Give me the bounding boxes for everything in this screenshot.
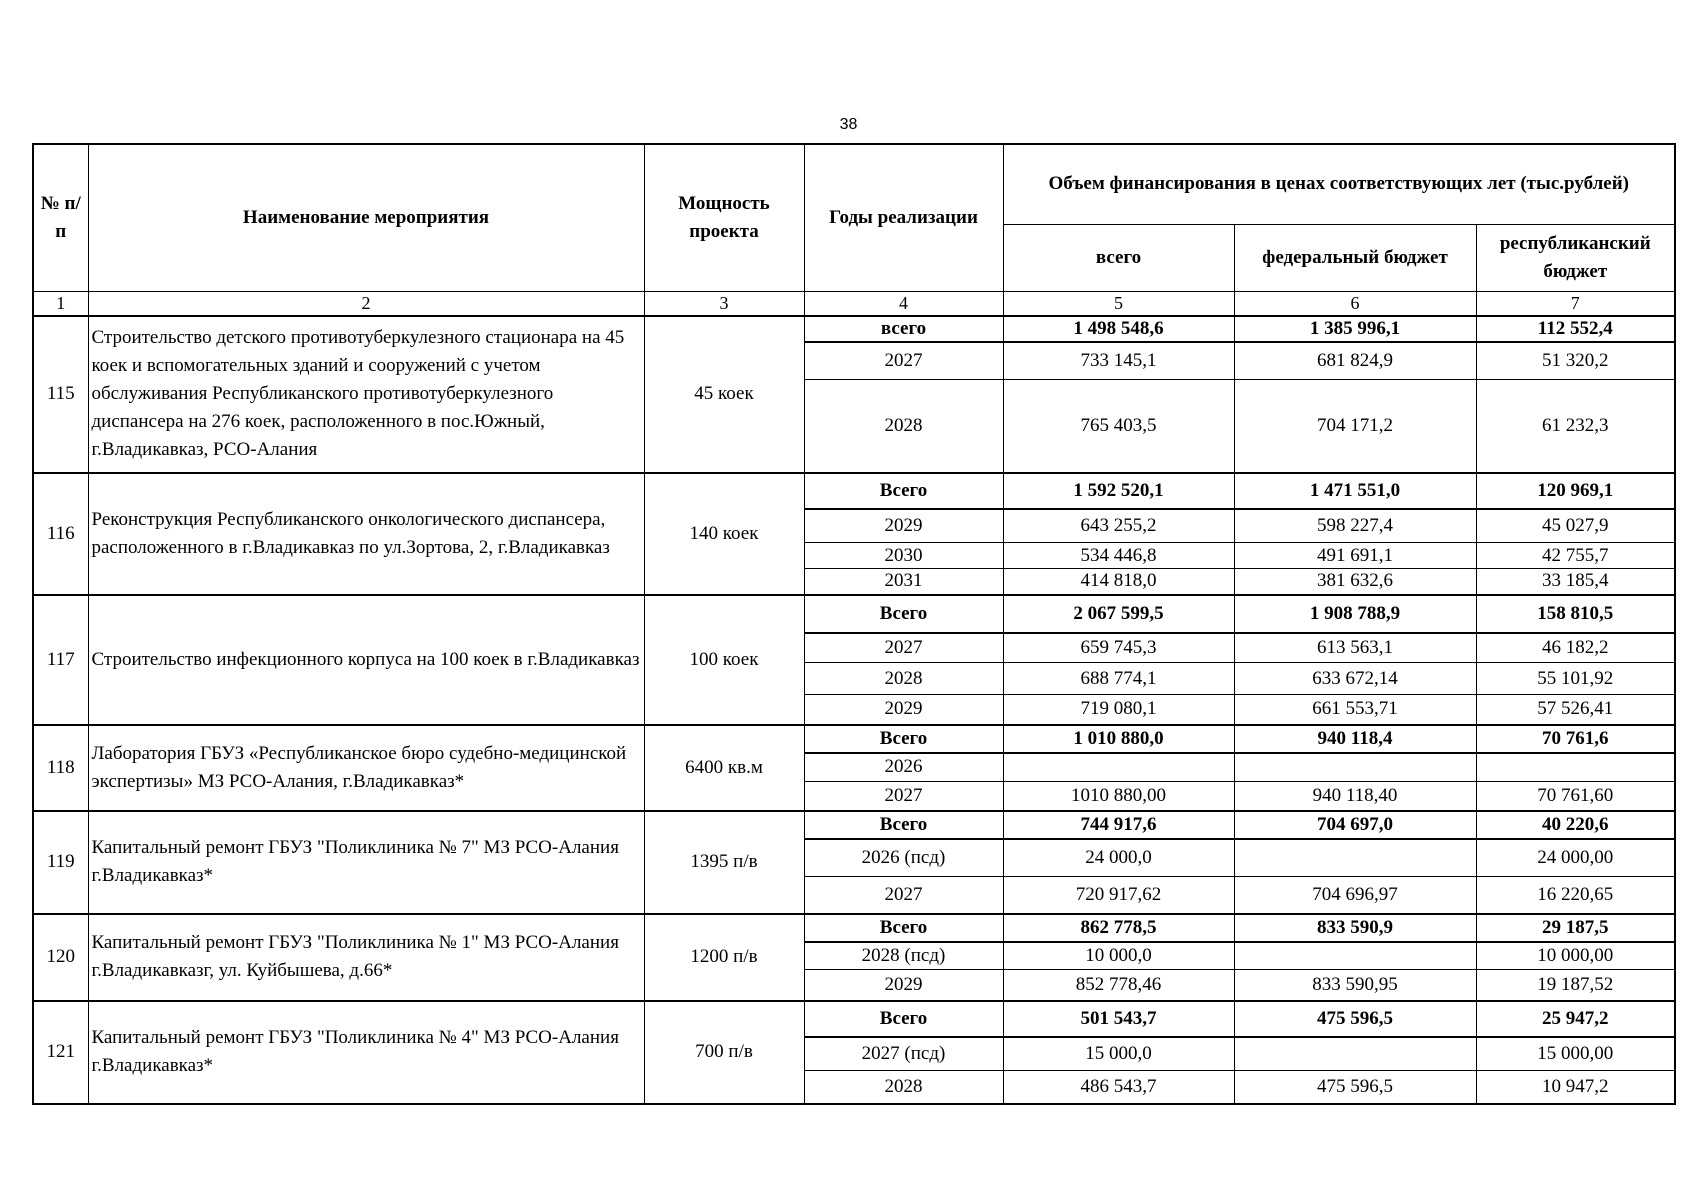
total-value: 719 080,1	[1003, 695, 1234, 725]
republic-value	[1476, 753, 1675, 782]
table-row	[33, 725, 1675, 753]
year-cell: 2029	[804, 695, 1003, 725]
republic-value: 29 187,5	[1476, 914, 1675, 942]
republic-value: 158 810,5	[1476, 595, 1675, 633]
total-value: 852 778,46	[1003, 970, 1234, 1001]
column-number-row	[33, 291, 1675, 316]
measure-name: Строительство инфекционного корпуса на 100 коек в г.Владикавказ	[88, 595, 644, 725]
year-cell: Всего	[804, 595, 1003, 633]
project-capacity: 140 коек	[644, 473, 804, 595]
total-value: 659 745,3	[1003, 633, 1234, 663]
federal-value: 475 596,5	[1234, 1001, 1476, 1037]
table-row	[33, 316, 1675, 342]
federal-value: 475 596,5	[1234, 1071, 1476, 1104]
total-value: 862 778,5	[1003, 914, 1234, 942]
row-number: 121	[33, 1001, 88, 1104]
republic-value: 70 761,60	[1476, 782, 1675, 811]
total-value: 486 543,7	[1003, 1071, 1234, 1104]
total-value: 534 446,8	[1003, 543, 1234, 569]
year-cell: 2027	[804, 633, 1003, 663]
total-value: 15 000,0	[1003, 1037, 1234, 1071]
row-number: 115	[33, 316, 88, 473]
federal-value: 833 590,9	[1234, 914, 1476, 942]
republic-value: 40 220,6	[1476, 811, 1675, 839]
year-cell: Всего	[804, 473, 1003, 509]
republic-value: 112 552,4	[1476, 316, 1675, 342]
federal-value	[1234, 1037, 1476, 1071]
total-value: 1010 880,00	[1003, 782, 1234, 811]
total-value: 643 255,2	[1003, 509, 1234, 543]
republic-value: 19 187,52	[1476, 970, 1675, 1001]
total-value	[1003, 753, 1234, 782]
measure-name: Лаборатория ГБУЗ «Республиканское бюро судебно-медицинской экспертизы» МЗ РСО-Алания, г.Владикавказ*	[88, 725, 644, 811]
year-cell: 2031	[804, 569, 1003, 595]
year-cell: 2026	[804, 753, 1003, 782]
republic-value: 25 947,2	[1476, 1001, 1675, 1037]
year-cell: 2028 (псд)	[804, 942, 1003, 970]
header-federal: федеральный бюджет	[1234, 224, 1476, 291]
republic-value: 120 969,1	[1476, 473, 1675, 509]
federal-value: 1 908 788,9	[1234, 595, 1476, 633]
year-cell: Всего	[804, 811, 1003, 839]
republic-value: 24 000,00	[1476, 839, 1675, 877]
table-row	[33, 595, 1675, 633]
project-capacity: 45 коек	[644, 316, 804, 473]
header-capacity: Мощность проекта	[644, 144, 804, 291]
header-financing: Объем финансирования в ценах соответствующих лет (тыс.рублей)	[1003, 144, 1675, 224]
republic-value: 55 101,92	[1476, 663, 1675, 695]
federal-value: 1 471 551,0	[1234, 473, 1476, 509]
federal-value	[1234, 839, 1476, 877]
measure-name: Строительство детского противотуберкулезного стационара на 45 коек и вспомогательных зданий и сооружений с учетом обслуживания Республиканского противотуберкулезного диспансера на 276 коек, расположенного в пос.Южный, г.Владикавказ, РСО-Алания	[88, 316, 644, 473]
federal-value: 661 553,71	[1234, 695, 1476, 725]
column-number: 2	[88, 291, 644, 316]
header-num: № п/п	[33, 144, 88, 291]
project-capacity: 700 п/в	[644, 1001, 804, 1104]
project-capacity: 1395 п/в	[644, 811, 804, 914]
column-number: 1	[33, 291, 88, 316]
year-cell: 2027	[804, 342, 1003, 380]
federal-value: 940 118,4	[1234, 725, 1476, 753]
year-cell: Всего	[804, 725, 1003, 753]
federal-value: 704 171,2	[1234, 380, 1476, 473]
column-number: 3	[644, 291, 804, 316]
header-republic: республиканский бюджет	[1476, 224, 1675, 291]
federal-value: 491 691,1	[1234, 543, 1476, 569]
year-cell: 2028	[804, 1071, 1003, 1104]
year-cell: 2027 (псд)	[804, 1037, 1003, 1071]
header-name: Наименование мероприятия	[88, 144, 644, 291]
total-value: 1 010 880,0	[1003, 725, 1234, 753]
table-row	[33, 473, 1675, 509]
federal-value: 704 696,97	[1234, 877, 1476, 914]
row-number: 116	[33, 473, 88, 595]
total-value: 414 818,0	[1003, 569, 1234, 595]
financing-table	[32, 143, 1676, 1105]
table-row	[33, 1001, 1675, 1037]
year-cell: Всего	[804, 914, 1003, 942]
federal-value: 633 672,14	[1234, 663, 1476, 695]
total-value: 2 067 599,5	[1003, 595, 1234, 633]
republic-value: 57 526,41	[1476, 695, 1675, 725]
header-years: Годы реализации	[804, 144, 1003, 291]
republic-value: 10 000,00	[1476, 942, 1675, 970]
row-number: 118	[33, 725, 88, 811]
federal-value: 598 227,4	[1234, 509, 1476, 543]
page-number: 38	[839, 116, 858, 133]
year-cell: 2026 (псд)	[804, 839, 1003, 877]
column-number: 5	[1003, 291, 1234, 316]
federal-value: 613 563,1	[1234, 633, 1476, 663]
federal-value: 1 385 996,1	[1234, 316, 1476, 342]
republic-value: 10 947,2	[1476, 1071, 1675, 1104]
total-value: 720 917,62	[1003, 877, 1234, 914]
project-capacity: 100 коек	[644, 595, 804, 725]
measure-name: Капитальный ремонт ГБУЗ "Поликлиника № 7" МЗ РСО-Алания г.Владикавказ*	[88, 811, 644, 914]
total-value: 1 498 548,6	[1003, 316, 1234, 342]
project-capacity: 6400 кв.м	[644, 725, 804, 811]
header-total: всего	[1003, 224, 1234, 291]
republic-value: 15 000,00	[1476, 1037, 1675, 1071]
republic-value: 61 232,3	[1476, 380, 1675, 473]
measure-name: Капитальный ремонт ГБУЗ "Поликлиника № 4" МЗ РСО-Алания г.Владикавказ*	[88, 1001, 644, 1104]
year-cell: 2027	[804, 782, 1003, 811]
federal-value: 704 697,0	[1234, 811, 1476, 839]
federal-value: 833 590,95	[1234, 970, 1476, 1001]
republic-value: 16 220,65	[1476, 877, 1675, 914]
federal-value	[1234, 753, 1476, 782]
federal-value: 681 824,9	[1234, 342, 1476, 380]
measure-name: Капитальный ремонт ГБУЗ "Поликлиника № 1" МЗ РСО-Алания г.Владикавказг, ул. Куйбышева, д.66*	[88, 914, 644, 1001]
total-value: 744 917,6	[1003, 811, 1234, 839]
measure-name: Реконструкция Республиканского онкологического диспансера, расположенного в г.Владикавказ по ул.Зортова, 2, г.Владикавказ	[88, 473, 644, 595]
year-cell: всего	[804, 316, 1003, 342]
row-number: 120	[33, 914, 88, 1001]
column-number: 6	[1234, 291, 1476, 316]
federal-value	[1234, 942, 1476, 970]
republic-value: 46 182,2	[1476, 633, 1675, 663]
republic-value: 33 185,4	[1476, 569, 1675, 595]
republic-value: 42 755,7	[1476, 543, 1675, 569]
year-cell: 2028	[804, 663, 1003, 695]
column-number: 7	[1476, 291, 1675, 316]
year-cell: 2029	[804, 970, 1003, 1001]
federal-value: 940 118,40	[1234, 782, 1476, 811]
republic-value: 45 027,9	[1476, 509, 1675, 543]
column-number: 4	[804, 291, 1003, 316]
table-row	[33, 914, 1675, 942]
table-row	[33, 811, 1675, 839]
total-value: 765 403,5	[1003, 380, 1234, 473]
total-value: 501 543,7	[1003, 1001, 1234, 1037]
total-value: 733 145,1	[1003, 342, 1234, 380]
year-cell: 2027	[804, 877, 1003, 914]
row-number: 119	[33, 811, 88, 914]
total-value: 688 774,1	[1003, 663, 1234, 695]
year-cell: 2028	[804, 380, 1003, 473]
year-cell: Всего	[804, 1001, 1003, 1037]
table-body	[33, 291, 1675, 1104]
total-value: 1 592 520,1	[1003, 473, 1234, 509]
year-cell: 2029	[804, 509, 1003, 543]
year-cell: 2030	[804, 543, 1003, 569]
republic-value: 70 761,6	[1476, 725, 1675, 753]
project-capacity: 1200 п/в	[644, 914, 804, 1001]
republic-value: 51 320,2	[1476, 342, 1675, 380]
total-value: 24 000,0	[1003, 839, 1234, 877]
row-number: 117	[33, 595, 88, 725]
federal-value: 381 632,6	[1234, 569, 1476, 595]
total-value: 10 000,0	[1003, 942, 1234, 970]
